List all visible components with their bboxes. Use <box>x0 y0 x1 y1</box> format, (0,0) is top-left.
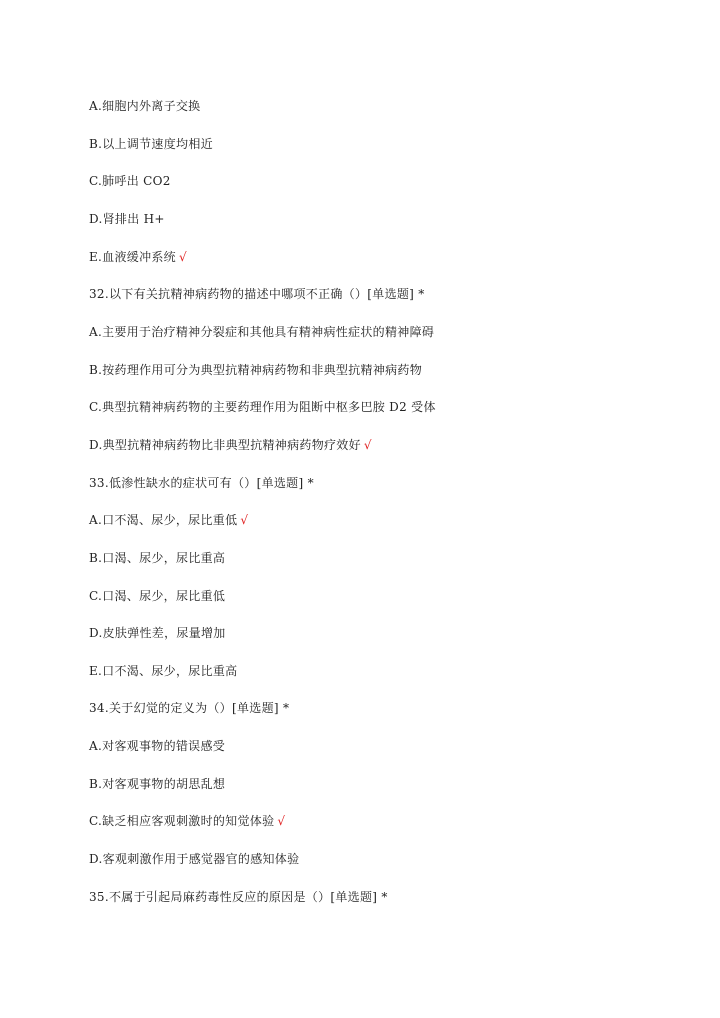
option-line: B.以上调节速度均相近 <box>89 137 213 151</box>
option-line: B.按药理作用可分为典型抗精神病药物和非典型抗精神病药物 <box>89 363 423 377</box>
question-title: 32.以下有关抗精神病药物的描述中哪项不正确（）[单选题] * <box>89 287 425 301</box>
option-line: D.客观刺激作用于感觉器官的感知体验 <box>89 852 300 866</box>
option-line: B.对客观事物的胡思乱想 <box>89 777 226 791</box>
question-title: 34.关于幻觉的定义为（）[单选题] * <box>89 701 290 715</box>
question-title: 33.低渗性缺水的症状可有（）[单选题] * <box>89 476 314 490</box>
option-line: C.口渴、尿少，尿比重低 <box>89 589 226 603</box>
question-title: 35.不属于引起局麻药毒性反应的原因是（）[单选题] * <box>89 890 388 904</box>
option-line: A.对客观事物的错误感受 <box>89 739 226 753</box>
correct-check-icon: √ <box>178 250 187 264</box>
option-line: A.细胞内外离子交换 <box>89 99 201 113</box>
option-line: B.口渴、尿少，尿比重高 <box>89 551 226 565</box>
option-line: E.口不渴、尿少，尿比重高 <box>89 664 238 678</box>
option-line: A.口不渴、尿少，尿比重低 √ <box>89 513 249 527</box>
option-line: C.缺乏相应客观刺激时的知觉体验 √ <box>89 814 286 828</box>
option-line: D.典型抗精神病药物比非典型抗精神病药物疗效好 √ <box>89 438 372 452</box>
option-line: C.典型抗精神病药物的主要药理作用为阻断中枢多巴胺 D2 受体 <box>89 400 436 414</box>
correct-check-icon: √ <box>277 814 286 828</box>
option-line: A.主要用于治疗精神分裂症和其他具有精神病性症状的精神障碍 <box>89 325 435 339</box>
correct-check-icon: √ <box>363 438 372 452</box>
option-line: C.肺呼出 CO2 <box>89 174 171 188</box>
option-line: E.血液缓冲系统 √ <box>89 250 187 264</box>
option-line: D.肾排出 H+ <box>89 212 165 226</box>
correct-check-icon: √ <box>240 513 249 527</box>
option-line: D.皮肤弹性差，尿量增加 <box>89 626 226 640</box>
